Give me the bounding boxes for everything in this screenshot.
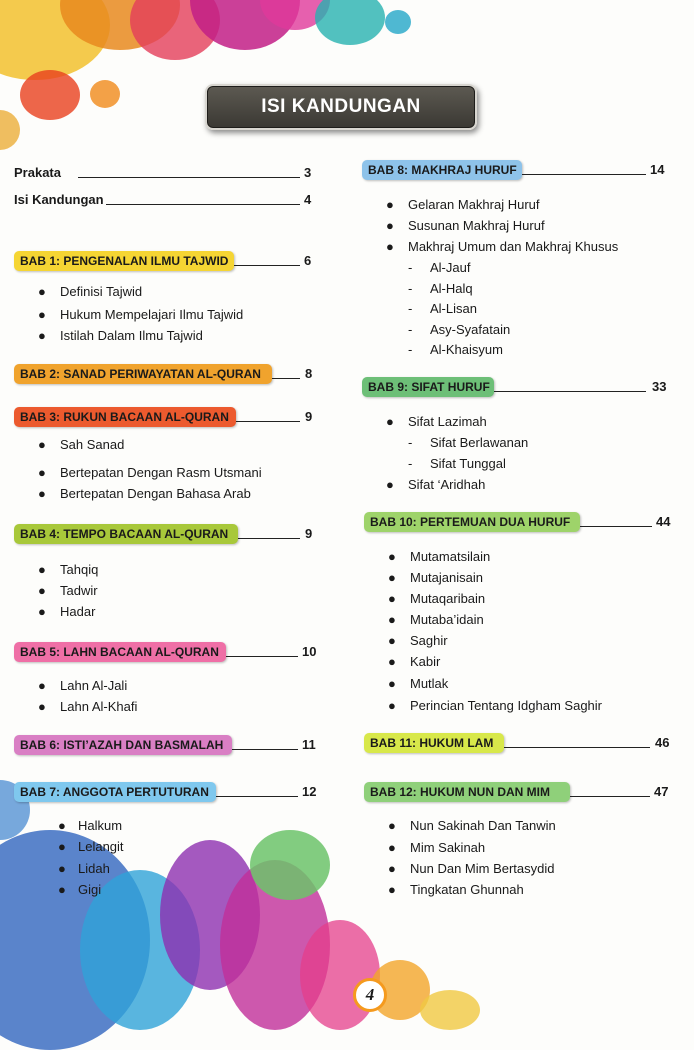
bullet-icon: ● xyxy=(388,861,396,876)
toc-subitem[interactable]: Lahn Al-Jali xyxy=(60,678,128,693)
dash-icon: - xyxy=(408,281,413,296)
toc-subitem[interactable]: Gigi xyxy=(78,882,102,897)
toc-entry-label: Prakata xyxy=(14,165,61,180)
leader-line xyxy=(234,265,300,266)
toc-subitem[interactable]: Tadwir xyxy=(60,583,98,598)
bullet-icon: ● xyxy=(388,676,396,691)
toc-entry[interactable] xyxy=(14,163,316,183)
chapter-label: BAB 9: SIFAT HURUF xyxy=(362,377,494,397)
bullet-icon: ● xyxy=(388,612,396,627)
toc-subitem[interactable]: Mutaba’idain xyxy=(410,612,484,627)
bullet-icon: ● xyxy=(38,307,46,322)
toc-subitem[interactable]: Lidah xyxy=(78,861,110,876)
toc-chapter-entry[interactable] xyxy=(14,782,322,802)
toc-subsubitem[interactable]: Al-Jauf xyxy=(430,260,471,275)
toc-page-number: 9 xyxy=(305,526,313,541)
toc-subitem[interactable]: Sifat Lazimah xyxy=(408,414,487,429)
toc-subsubitem[interactable]: Sifat Tunggal xyxy=(430,456,506,471)
toc-page-number: 46 xyxy=(655,735,670,750)
bullet-icon: ● xyxy=(386,414,394,429)
bullet-icon: ● xyxy=(58,818,66,833)
toc-page-number: 3 xyxy=(304,165,312,180)
leader-line xyxy=(580,526,652,527)
toc-chapter-entry[interactable] xyxy=(364,782,674,802)
toc-subitem[interactable]: Lahn Al-Khafi xyxy=(60,699,138,714)
bullet-icon: ● xyxy=(388,549,396,564)
page-number: 4 xyxy=(353,978,387,1012)
toc-page-number: 6 xyxy=(304,253,312,268)
bullet-icon: ● xyxy=(38,562,46,577)
toc-subsubitem[interactable]: Al-Khaisyum xyxy=(430,342,503,357)
toc-page-number: 33 xyxy=(652,379,667,394)
toc-subitem[interactable]: Hukum Mempelajari Ilmu Tajwid xyxy=(60,307,244,322)
chapter-label: BAB 11: HUKUM LAM xyxy=(364,733,504,753)
chapter-label: BAB 3: RUKUN BACAAN AL-QURAN xyxy=(14,407,236,427)
bullet-icon: ● xyxy=(58,839,66,854)
toc-subsubitem[interactable]: Al-Halq xyxy=(430,281,473,296)
toc-subitem[interactable]: Susunan Makhraj Huruf xyxy=(408,218,545,233)
leader-line xyxy=(238,538,300,539)
bullet-icon: ● xyxy=(38,437,46,452)
chapter-label: BAB 1: PENGENALAN ILMU TAJWID xyxy=(14,251,234,271)
chapter-label: BAB 10: PERTEMUAN DUA HURUF xyxy=(364,512,580,532)
toc-chapter-entry[interactable] xyxy=(362,377,672,397)
toc-subitem[interactable]: Tahqiq xyxy=(60,562,99,577)
page-title: ISI KANDUNGAN xyxy=(205,84,477,130)
toc-subitem[interactable]: Perincian Tentang Idgham Saghir xyxy=(410,698,602,713)
toc-chapter-entry[interactable] xyxy=(14,735,322,755)
toc-chapter-entry[interactable] xyxy=(14,407,325,427)
toc-page-number: 44 xyxy=(656,514,671,529)
bullet-icon: ● xyxy=(38,465,46,480)
toc-subitem[interactable]: Bertepatan Dengan Rasm Utsmani xyxy=(60,465,262,480)
bullet-icon: ● xyxy=(388,840,396,855)
leader-line xyxy=(494,391,646,392)
bullet-icon: ● xyxy=(388,633,396,648)
bullet-icon: ● xyxy=(386,239,394,254)
toc-subitem[interactable]: Istilah Dalam Ilmu Tajwid xyxy=(60,328,203,343)
toc-entry-label: Isi Kandungan xyxy=(14,192,104,207)
dash-icon: - xyxy=(408,322,413,337)
toc-subitem[interactable]: Mutajanisain xyxy=(410,570,483,585)
toc-subitem[interactable]: Mutlak xyxy=(410,676,449,691)
toc-chapter-entry[interactable] xyxy=(14,524,325,544)
chapter-label: BAB 8: MAKHRAJ HURUF xyxy=(362,160,522,180)
chapter-label: BAB 7: ANGGOTA PERTUTURAN xyxy=(14,782,216,802)
leader-line xyxy=(78,177,300,178)
toc-entry[interactable] xyxy=(14,190,316,210)
bullet-icon: ● xyxy=(388,882,396,897)
bullet-icon: ● xyxy=(386,197,394,212)
bullet-icon: ● xyxy=(388,698,396,713)
toc-chapter-entry[interactable] xyxy=(14,251,324,271)
toc-subitem[interactable]: Kabir xyxy=(410,654,441,669)
toc-subitem[interactable]: Halkum xyxy=(78,818,123,833)
toc-chapter-entry[interactable] xyxy=(362,160,670,180)
leader-line xyxy=(570,796,650,797)
toc-page-number: 47 xyxy=(654,784,669,799)
bullet-icon: ● xyxy=(386,477,394,492)
leader-line xyxy=(504,747,650,748)
bullet-icon: ● xyxy=(38,328,46,343)
leader-line xyxy=(522,174,646,175)
toc-page-number: 11 xyxy=(302,737,316,752)
bullet-icon: ● xyxy=(38,699,46,714)
dash-icon: - xyxy=(408,456,413,471)
bullet-icon: ● xyxy=(38,486,46,501)
leader-line xyxy=(106,204,300,205)
toc-subitem[interactable]: Nun Sakinah Dan Tanwin xyxy=(410,818,556,833)
toc-chapter-entry[interactable] xyxy=(364,733,675,753)
toc-page-number: 8 xyxy=(305,366,313,381)
toc-page-number: 12 xyxy=(302,784,317,799)
leader-line xyxy=(216,796,298,797)
toc-subitem[interactable]: Saghir xyxy=(410,633,448,648)
toc-subitem[interactable]: Lelangit xyxy=(78,839,124,854)
bullet-icon: ● xyxy=(388,818,396,833)
toc-subsubitem[interactable]: Sifat Berlawanan xyxy=(430,435,529,450)
bullet-icon: ● xyxy=(38,678,46,693)
bullet-icon: ● xyxy=(38,583,46,598)
leader-line xyxy=(272,378,300,379)
toc-subitem[interactable]: Tingkatan Ghunnah xyxy=(410,882,524,897)
toc-page-number: 4 xyxy=(304,192,312,207)
toc-subitem[interactable]: Mutamatsilain xyxy=(410,549,491,564)
toc-subsubitem[interactable]: Al-Lisan xyxy=(430,301,477,316)
leader-line xyxy=(232,749,298,750)
toc-subitem[interactable]: Mim Sakinah xyxy=(410,840,486,855)
chapter-label: BAB 4: TEMPO BACAAN AL-QURAN xyxy=(14,524,238,544)
toc-subitem[interactable]: Nun Dan Mim Bertasydid xyxy=(410,861,555,876)
chapter-label: BAB 6: ISTI’AZAH DAN BASMALAH xyxy=(14,735,232,755)
toc-subitem[interactable]: Makhraj Umum dan Makhraj Khusus xyxy=(408,239,619,254)
toc-subsubitem[interactable]: Asy-Syafatain xyxy=(430,322,511,337)
dash-icon: - xyxy=(408,435,413,450)
leader-line xyxy=(226,656,298,657)
bullet-icon: ● xyxy=(58,861,66,876)
toc-page-number: 10 xyxy=(302,644,317,659)
toc-chapter-entry[interactable] xyxy=(14,364,325,384)
bullet-icon: ● xyxy=(58,882,66,897)
toc-subitem[interactable]: Sah Sanad xyxy=(60,437,125,452)
toc-subitem[interactable]: Definisi Tajwid xyxy=(60,284,143,299)
chapter-label: BAB 5: LAHN BACAAN AL-QURAN xyxy=(14,642,226,662)
toc-subitem[interactable]: Sifat ‘Aridhah xyxy=(408,477,486,492)
toc-subitem[interactable]: Gelaran Makhraj Huruf xyxy=(408,197,540,212)
toc-subitem[interactable]: Mutaqaribain xyxy=(410,591,486,606)
toc-chapter-entry[interactable] xyxy=(364,512,676,532)
bullet-icon: ● xyxy=(386,218,394,233)
toc-page-number: 9 xyxy=(305,409,313,424)
dash-icon: - xyxy=(408,301,413,316)
leader-line xyxy=(236,421,300,422)
chapter-label: BAB 2: SANAD PERIWAYATAN AL-QURAN xyxy=(14,364,272,384)
toc-chapter-entry[interactable] xyxy=(14,642,322,662)
toc-page-number: 14 xyxy=(650,162,665,177)
chapter-label: BAB 12: HUKUM NUN DAN MIM xyxy=(364,782,570,802)
toc-subitem[interactable]: Bertepatan Dengan Bahasa Arab xyxy=(60,486,251,501)
bullet-icon: ● xyxy=(388,570,396,585)
bullet-icon: ● xyxy=(388,591,396,606)
toc-subitem[interactable]: Hadar xyxy=(60,604,96,619)
bullet-icon: ● xyxy=(388,654,396,669)
bullet-icon: ● xyxy=(38,284,46,299)
dash-icon: - xyxy=(408,342,413,357)
bullet-icon: ● xyxy=(38,604,46,619)
dash-icon: - xyxy=(408,260,413,275)
